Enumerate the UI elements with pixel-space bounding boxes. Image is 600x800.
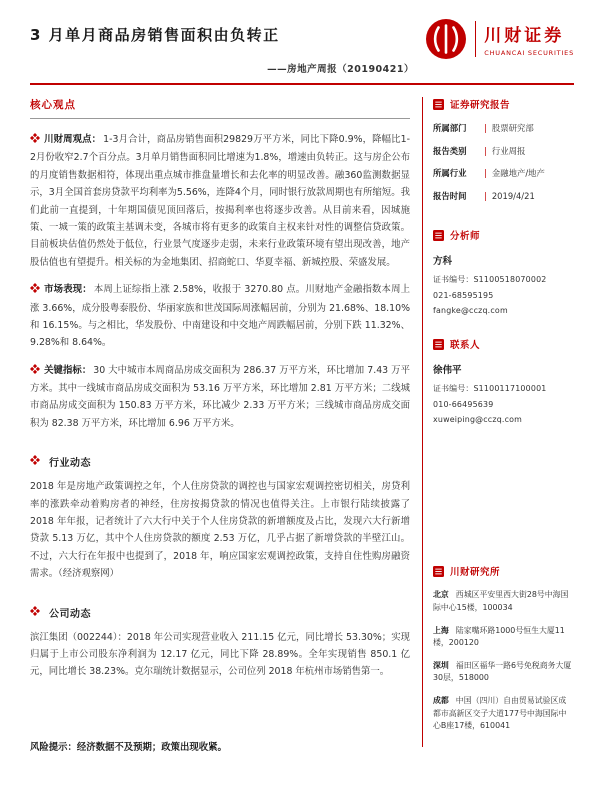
meta-separator: | xyxy=(484,168,487,179)
meta-row-date xyxy=(433,190,574,203)
analyst-name: 方科 xyxy=(433,256,453,268)
analyst-heading-label: 分析师 xyxy=(450,231,481,243)
office-shenzhen xyxy=(433,660,574,685)
bullet-label: 市场表现： xyxy=(44,284,92,296)
diamond-bullet-icon xyxy=(30,282,41,299)
risk-warning-label: 风险提示： xyxy=(30,742,77,753)
brand-text xyxy=(484,21,574,57)
key-indicators-paragraph xyxy=(30,362,410,433)
header-title-block xyxy=(30,16,414,75)
diamond-bullet-icon xyxy=(30,132,41,149)
office-chengdu xyxy=(433,695,574,733)
meta-label: 报告时间 xyxy=(433,190,467,201)
office-shanghai xyxy=(433,625,574,650)
analyst-section xyxy=(433,228,574,321)
contact-section xyxy=(433,337,574,430)
meta-row-category xyxy=(433,145,574,158)
risk-warning xyxy=(30,739,410,753)
meta-label: 所属部门 xyxy=(433,123,467,133)
risk-warning-text: 经济数据不及预期；政策出现收紧。 xyxy=(76,742,227,753)
brand-block xyxy=(425,16,574,60)
office-address: 福田区福华一路6号免税商务大厦30层，518000 xyxy=(433,660,572,683)
analyst-doc-icon xyxy=(433,230,444,241)
page-title: 3 月单月商品房销售面积由负转正 xyxy=(30,26,280,44)
report-header xyxy=(30,16,574,75)
bullet-text: 1-3月合计，商品房销售面积29829万平方米，同比下降0.9%，降幅比1-2月份收窄2.7个百分点。3月单月销售面积同比增速为1.8%，增速由负转正。这与房企公布的月度销售数据相符，体现出重点城市推盘量增长和去化率的明显改善。融360监测数据显示，3月全国首套房贷款平均利率为5.56%，连降4个月，同时银行放款周期也有所缩短。我们此前一直提到，十年期国债见顶回落后，按揭利率也将逐步改善。从目前来看，因城施策、一城一策的政策主基调未变，各城市将有更多的政策自主权来针对性的调整信贷政策。目前板块估值仍然处于低位，行业景气度逐步走弱，未来行业政策环境有望出现改善，地产股估值也有望提升。相关标的为金地集团、招商蛇口、华夏幸福、新城控股、荣盛发展。 xyxy=(30,134,410,268)
company-news-heading-label: 公司动态 xyxy=(49,608,91,620)
diamond-bullet-icon xyxy=(30,606,41,619)
report-subtitle: ——房地产周报（20190421） xyxy=(267,64,414,75)
report-sidebar xyxy=(433,95,574,783)
meta-row-department xyxy=(433,122,574,135)
weekly-view-paragraph xyxy=(30,131,410,271)
meta-row-industry xyxy=(433,167,574,180)
industry-news-paragraph: 2018 年是房地产政策调控之年，个人住房贷款的调控也与国家宏观调控密切相关，房贷利率的涨跌牵动着购房者的神经，住房按揭贷款的情况也值得关注。上市银行陆续披露了 2018 年年报，记者统计了六大行中关于个人住房贷款的新增额度及占比，发现六大行新增贷款 5.13 万亿，其中个人住房贷款的额度 2.53 万亿，几乎占据了新增贷款的半壁江山。不过，六大行在年报中也提到了，2018 年，响应国家宏观调控政策，支持自住性购房融资需求。（经济观察网） xyxy=(30,481,410,580)
diamond-bullet-icon xyxy=(30,363,41,380)
core-views-heading: 核心观点 xyxy=(30,97,410,119)
contact-phone: 010-66495639 xyxy=(433,400,494,410)
bullet-label: 关键指标： xyxy=(44,364,92,376)
diamond-bullet-icon xyxy=(30,455,41,468)
analyst-phone: 021-68595195 xyxy=(433,291,494,301)
industry-news-heading xyxy=(30,454,410,469)
meta-label: 所属行业 xyxy=(433,168,467,179)
meta-value: 2019/4/21 xyxy=(491,190,535,201)
bullet-text: 本周上证综指上涨 2.58%，收报于 3270.80 点。川财地产金融指数本周上涨 3.66%，成分股粤泰股份、华丽家族和世茂国际周涨幅居前，分别为 21.68%、18.10%和 16.15%。与之相比，华发股份、中南建设和中交地产周跌幅居前，分别下跌 11.32%、9.28%和 8.64%。 xyxy=(30,284,410,349)
meta-value: 行业周报 xyxy=(491,145,526,156)
contact-email: xuweiping@cczq.com xyxy=(433,415,523,425)
meta-separator: | xyxy=(484,123,487,133)
brand-divider xyxy=(475,21,476,57)
contact-name: 徐伟平 xyxy=(433,365,462,377)
header-rule xyxy=(30,83,574,85)
content-area xyxy=(30,95,574,783)
industry-news-heading-label: 行业动态 xyxy=(49,458,91,470)
meta-value: 金融地产/地产 xyxy=(491,168,545,179)
institute-section xyxy=(433,564,574,743)
office-city: 北京 xyxy=(433,590,449,600)
column-divider xyxy=(422,97,423,747)
research-report-heading xyxy=(433,97,574,111)
office-address: 西城区平安里西大街28号中海国际中心15楼，100034 xyxy=(433,590,569,612)
meta-label: 报告类别 xyxy=(433,145,467,156)
analyst-email: fangke@cczq.com xyxy=(433,306,508,316)
report-doc-icon xyxy=(433,99,444,110)
office-address: 中国（四川）自由贸易试验区成都市高新区交子大道177号中海国际中心B座17楼，610041 xyxy=(433,696,567,731)
company-news-paragraph: 滨江集团（002244）：2018 年公司实现营业收入 211.15 亿元，同比增长 53.30%；实现归属于上市公司股东净利润为 12.17 亿元，同比下降 28.89%。全年实现销售 850.1 亿元，同比增长 38.23%。克尔瑞统计数据显示，公司位列 2018 年杭州市场销售第一。 xyxy=(30,631,410,678)
bullet-label: 川财周观点： xyxy=(44,134,102,145)
research-report-heading-label: 证券研究报告 xyxy=(450,100,511,111)
office-city: 深圳 xyxy=(433,660,449,670)
brand-name-cn: 川财证券 xyxy=(484,26,565,46)
meta-separator: | xyxy=(484,190,487,201)
chuancai-logo-icon xyxy=(425,18,467,60)
analyst-cert: 证书编号：S1100518070002 xyxy=(433,275,547,285)
contact-heading xyxy=(433,337,574,351)
contact-doc-icon xyxy=(433,339,444,350)
institute-heading xyxy=(433,564,574,578)
institute-doc-icon xyxy=(433,566,444,577)
company-news-heading xyxy=(30,605,410,620)
contact-heading-label: 联系人 xyxy=(450,340,481,352)
office-address: 陆家嘴环路1000号恒生大厦11楼，200120 xyxy=(433,625,565,648)
brand-name-en: CHUANCAI SECURITIES xyxy=(484,49,574,57)
office-city: 上海 xyxy=(433,625,449,635)
meta-value: 股票研究部 xyxy=(491,123,534,133)
main-column xyxy=(30,95,410,783)
office-beijing xyxy=(433,589,574,614)
market-performance-paragraph xyxy=(30,281,410,352)
institute-heading-label: 川财研究所 xyxy=(450,567,501,579)
bullet-text: 30 大中城市本周商品房成交面积为 286.37 万平方米，环比增加 7.43 万平方米。其中一线城市商品房成交面积为 53.16 万平方米，环比增加 2.81 万平方米；二线城市商品房成交面积为 150.83 万平方米，环比减少 2.33 万平方米；三线城市商品房成交面积为 82.38 万平方米，环比增加 6.96 万平方米。 xyxy=(30,364,410,429)
meta-separator: | xyxy=(484,145,487,156)
contact-cert: 证书编号：S1100117100001 xyxy=(433,384,547,394)
analyst-heading xyxy=(433,228,574,242)
office-city: 成都 xyxy=(433,696,449,706)
